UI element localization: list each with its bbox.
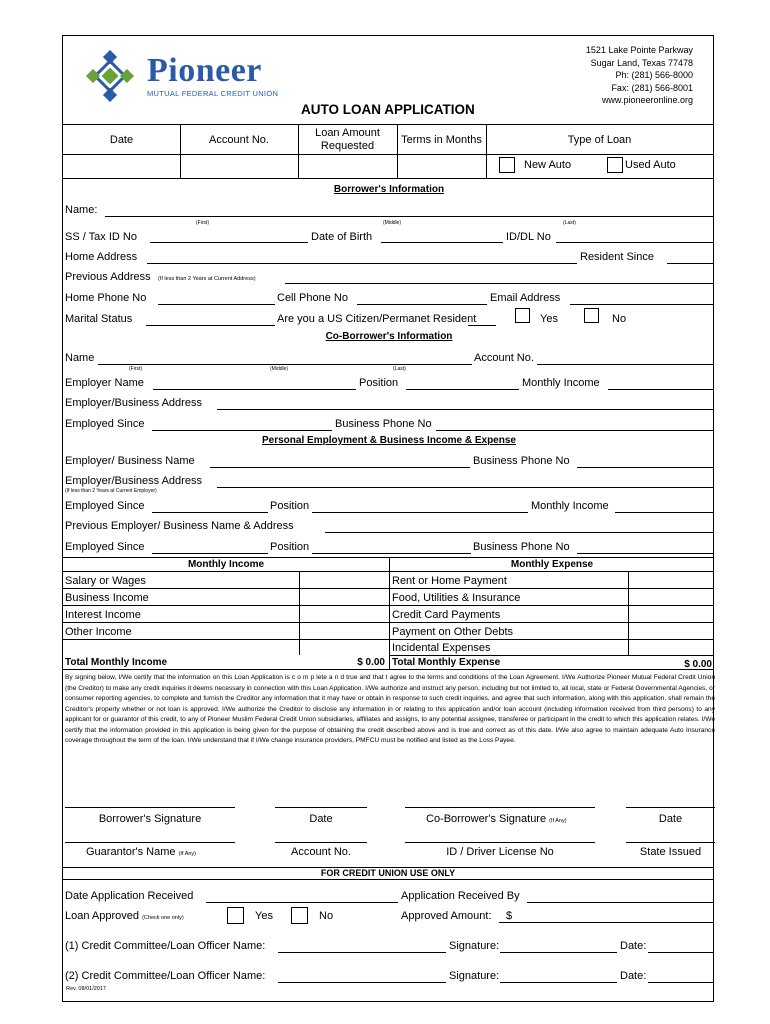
- date1-label: Date: [309, 813, 333, 825]
- resident-since-label: Resident Since: [580, 251, 654, 263]
- approved-yes-label: Yes: [255, 910, 273, 922]
- co-biz-phone-field[interactable]: [436, 430, 713, 431]
- co-biz-phone-label: Business Phone No: [335, 418, 432, 430]
- position-label: Position: [270, 500, 310, 512]
- co-last-hint: (Last): [393, 366, 406, 372]
- approved-yes-checkbox[interactable]: [227, 907, 244, 924]
- approved-no-checkbox[interactable]: [291, 907, 308, 924]
- emp-name-field[interactable]: [210, 467, 470, 468]
- cell-phone-field[interactable]: [357, 304, 487, 305]
- co-income-label: Monthly Income: [522, 377, 600, 389]
- income-label: Monthly Income: [531, 500, 609, 512]
- co-employer-field[interactable]: [153, 389, 356, 390]
- date2-line[interactable]: [626, 807, 715, 808]
- citizen-yes-label: Yes: [540, 313, 558, 325]
- col-terms: Terms in Months: [401, 134, 482, 146]
- total-expense-label: Total Monthly Expense: [392, 657, 501, 668]
- check-one-note: (Check one only): [142, 915, 184, 921]
- income-row-business: Business Income: [65, 592, 149, 604]
- cell-phone-label: Cell Phone No: [277, 292, 348, 304]
- prev-address-field[interactable]: [285, 283, 713, 284]
- id-label-sig: ID / Driver License No: [446, 846, 554, 858]
- date1-cu-field[interactable]: [648, 952, 713, 953]
- cu-heading: FOR CREDIT UNION USE ONLY: [320, 868, 456, 878]
- marital-field[interactable]: [146, 325, 275, 326]
- emp-since2-label: Employed Since: [65, 541, 145, 553]
- co-emp-since-field[interactable]: [152, 430, 332, 431]
- disclaimer-text: By signing below, I/We certify that the information on this Loan Application is c o m p lete a n d true and that I agree to the terms and conditions of the Loan Agreement. I/We Authorize Pioneer Mutual Federal Credit Union (the Creditor) to make any credit inquiries it deems necessary in connection with this Loan Application. I/We authorize and instruct any person, including but not limited to, all local, state or Federal Governmental Agencies, or consumer reporting agencies, to complete and furnish the Creditor any information that it may have or obtain in response to such credit inquiries, and agree that such information, along with this application, shall remain the Creditor's property whether or not loan is approved. I/We authorize the Creditor to disclose any information in or relating to this application and/or loan account (including information received from third persons) to any applicant for or guarantor of this credit, to any of Pioneer Muslim Federal Credit Union subsidiaries, affiliates and assigns, to any potential assignee, transferee or participant in the credit to which this application relates. I/We certify that the information provided in this application is being given for the purpose of obtaining the credit described above and is true and correct as of this date. I/We also agree to maintain adequate Auto Insurance coverage throughout the term of the loan. I/We understand that if I/We change insurance providers, PMFCU must be notified and listed as the Loss Payee.: [65, 674, 715, 744]
- col-date: Date: [109, 134, 134, 146]
- coborrower-if-any: (If Any): [549, 818, 567, 824]
- loan-approved-label: [65, 910, 184, 922]
- fax-number: Fax: (281) 566-8001: [611, 82, 693, 93]
- co-income-field[interactable]: [608, 389, 713, 390]
- emp-since-field[interactable]: [152, 512, 268, 513]
- name-field[interactable]: [105, 216, 713, 217]
- brand-subtitle: MUTUAL FEDERAL CREDIT UNION: [147, 89, 279, 98]
- home-phone-field[interactable]: [158, 304, 275, 305]
- committee2-field[interactable]: [278, 982, 446, 983]
- emp-since2-field[interactable]: [152, 553, 268, 554]
- date-received-field[interactable]: [206, 902, 398, 903]
- expense-header: Monthly Expense: [510, 559, 594, 570]
- approved-no-label: No: [319, 910, 334, 922]
- col-type-of-loan: Type of Loan: [567, 134, 632, 146]
- committee1-field[interactable]: [278, 952, 446, 953]
- co-employer-label: Employer Name: [65, 377, 144, 389]
- signature2-label: Signature:: [449, 970, 500, 982]
- account-line[interactable]: [275, 842, 367, 843]
- date2-cu-label: Date:: [620, 970, 647, 982]
- signature2-field[interactable]: [500, 982, 617, 983]
- email-field[interactable]: [570, 304, 713, 305]
- middle-hint: (Middle): [383, 220, 402, 226]
- dollar-sign: $: [506, 910, 513, 922]
- state-line[interactable]: [626, 842, 715, 843]
- website: www.pioneeronline.org: [601, 95, 693, 105]
- expense-row-incidental: Incidental Expenses: [392, 642, 491, 654]
- email-label: Email Address: [490, 292, 561, 304]
- co-position-field[interactable]: [406, 389, 519, 390]
- co-emp-since-label: Employed Since: [65, 418, 145, 430]
- emp-address-field[interactable]: [217, 487, 713, 488]
- prev-address-label: Previous Address: [65, 271, 151, 283]
- guarantor-if-any: (If Any): [178, 851, 197, 857]
- total-income-value: $ 0.00: [357, 657, 385, 668]
- co-account-field[interactable]: [537, 364, 713, 365]
- co-account-label: Account No.: [474, 352, 534, 364]
- date-received-label: Date Application Received: [65, 890, 194, 902]
- home-phone-label: Home Phone No: [65, 292, 147, 304]
- committee2-label: (2) Credit Committee/Loan Officer Name:: [65, 970, 266, 982]
- used-auto-checkbox[interactable]: [607, 157, 623, 173]
- loan-approved-text: Loan Approved: [65, 910, 140, 922]
- marital-label: Marital Status: [65, 313, 133, 325]
- citizen-no-label: No: [612, 313, 627, 325]
- approved-amount-field[interactable]: [499, 922, 713, 923]
- received-by-label: Application Received By: [401, 890, 520, 902]
- co-emp-address-label: Employer/Business Address: [65, 397, 202, 409]
- date1-cu-label: Date:: [620, 940, 647, 952]
- approved-amount-label: Approved Amount:: [401, 910, 492, 922]
- position2-field[interactable]: [312, 553, 471, 554]
- emp-since-label: Employed Since: [65, 500, 145, 512]
- co-middle-hint: (Middle): [270, 366, 289, 372]
- form-title: AUTO LOAN APPLICATION: [301, 102, 475, 117]
- income-row-other: Other Income: [65, 626, 132, 638]
- emp-address-label: Employer/Business Address: [65, 475, 202, 487]
- application-form: [62, 35, 714, 1002]
- prev-address-note: (If less than 2 Years at Current Address): [158, 276, 256, 282]
- date2-label: Date: [658, 813, 683, 825]
- co-emp-address-field[interactable]: [217, 409, 713, 410]
- dob-field[interactable]: [381, 242, 503, 243]
- first-hint: (First): [196, 220, 210, 226]
- expense-row-credit-card: Credit Card Payments: [392, 609, 501, 621]
- date1-line[interactable]: [275, 807, 367, 808]
- signature1-field[interactable]: [500, 952, 617, 953]
- new-auto-label: New Auto: [524, 159, 572, 171]
- guarantor-line[interactable]: [65, 842, 235, 843]
- revision-note: Rev. 08/01/2017: [66, 986, 106, 992]
- income-row-interest: Interest Income: [65, 609, 141, 621]
- name-label: Name:: [65, 204, 98, 216]
- address-block: [586, 44, 693, 107]
- expense-row-other-debts: Payment on Other Debts: [392, 626, 514, 638]
- biz-phone-label: Business Phone No: [473, 455, 570, 467]
- co-first-hint: (First): [129, 366, 143, 372]
- state-label: State Issued: [639, 846, 702, 858]
- biz-phone2-label: Business Phone No: [473, 541, 570, 553]
- prev-emp-field[interactable]: [325, 532, 713, 533]
- borrower-heading: Borrower's Information: [333, 184, 445, 195]
- personal-heading: Personal Employment & Business Income & Expense: [262, 435, 516, 446]
- date2-cu-field[interactable]: [648, 982, 713, 983]
- guarantor-text: Guarantor's Name: [86, 846, 176, 858]
- borrower-signature-line[interactable]: [65, 807, 235, 808]
- address-line-2: Sugar Land, Texas 77478: [590, 57, 693, 68]
- ss-label: SS / Tax ID No: [65, 231, 137, 243]
- col-account: Account No.: [209, 134, 269, 146]
- biz-phone-field[interactable]: [577, 467, 713, 468]
- home-address-label: Home Address: [65, 251, 138, 263]
- brand-name: Pioneer: [147, 52, 262, 89]
- citizen-underline: [468, 325, 496, 326]
- citizen-label: Are you a US Citizen/Permanet Resident: [277, 313, 477, 325]
- co-position-label: Position: [359, 377, 399, 389]
- coborrower-signature-line[interactable]: [405, 807, 595, 808]
- total-income-label: Total Monthly Income: [65, 657, 168, 668]
- col-loan-amount: Loan Amount Requested: [315, 127, 380, 152]
- income-field[interactable]: [615, 512, 713, 513]
- home-address-field[interactable]: [147, 263, 577, 264]
- co-name-label: Name: [65, 352, 95, 364]
- logo-mark-icon: [81, 50, 139, 102]
- income-header: Monthly Income: [187, 559, 265, 570]
- id-line[interactable]: [405, 842, 595, 843]
- citizen-no-checkbox[interactable]: [584, 308, 599, 323]
- emp-address-note: (If less than 2 Years at Current Employer): [65, 488, 157, 494]
- signature1-label: Signature:: [449, 940, 500, 952]
- account-label: Account No.: [291, 846, 351, 858]
- received-by-field[interactable]: [527, 902, 713, 903]
- coborrower-heading: Co-Borrower's Information: [325, 331, 453, 342]
- emp-name-label: Employer/ Business Name: [65, 455, 195, 467]
- guarantor-label: [86, 846, 196, 858]
- income-row-salary: Salary or Wages: [65, 575, 146, 587]
- citizen-yes-checkbox[interactable]: [515, 308, 530, 323]
- biz-phone2-field[interactable]: [577, 553, 713, 554]
- position-field[interactable]: [312, 512, 528, 513]
- id-field[interactable]: [556, 242, 713, 243]
- used-auto-label: Used Auto: [625, 159, 676, 171]
- new-auto-checkbox[interactable]: [499, 157, 515, 173]
- resident-since-field[interactable]: [667, 263, 713, 264]
- position2-label: Position: [270, 541, 310, 553]
- coborrower-sig-text: Co-Borrower's Signature: [426, 813, 547, 825]
- pioneer-logo: [81, 50, 291, 102]
- id-label: ID/DL No: [506, 231, 551, 243]
- ss-field[interactable]: [150, 242, 308, 243]
- expense-row-food: Food, Utilities & Insurance: [392, 592, 521, 604]
- total-expense-value: $ 0.00: [684, 659, 712, 670]
- prev-emp-label: Previous Employer/ Business Name & Address: [65, 520, 294, 532]
- coborrower-signature-label: [426, 813, 567, 825]
- borrower-signature-label: Borrower's Signature: [98, 813, 202, 825]
- last-hint: (Last): [563, 220, 576, 226]
- address-line-1: 1521 Lake Pointe Parkway: [585, 45, 693, 55]
- dob-label: Date of Birth: [311, 231, 373, 243]
- committee1-label: (1) Credit Committee/Loan Officer Name:: [65, 940, 266, 952]
- phone-number: Ph: (281) 566-8000: [615, 70, 693, 80]
- co-name-field[interactable]: [98, 364, 472, 365]
- expense-row-rent: Rent or Home Payment: [392, 575, 507, 587]
